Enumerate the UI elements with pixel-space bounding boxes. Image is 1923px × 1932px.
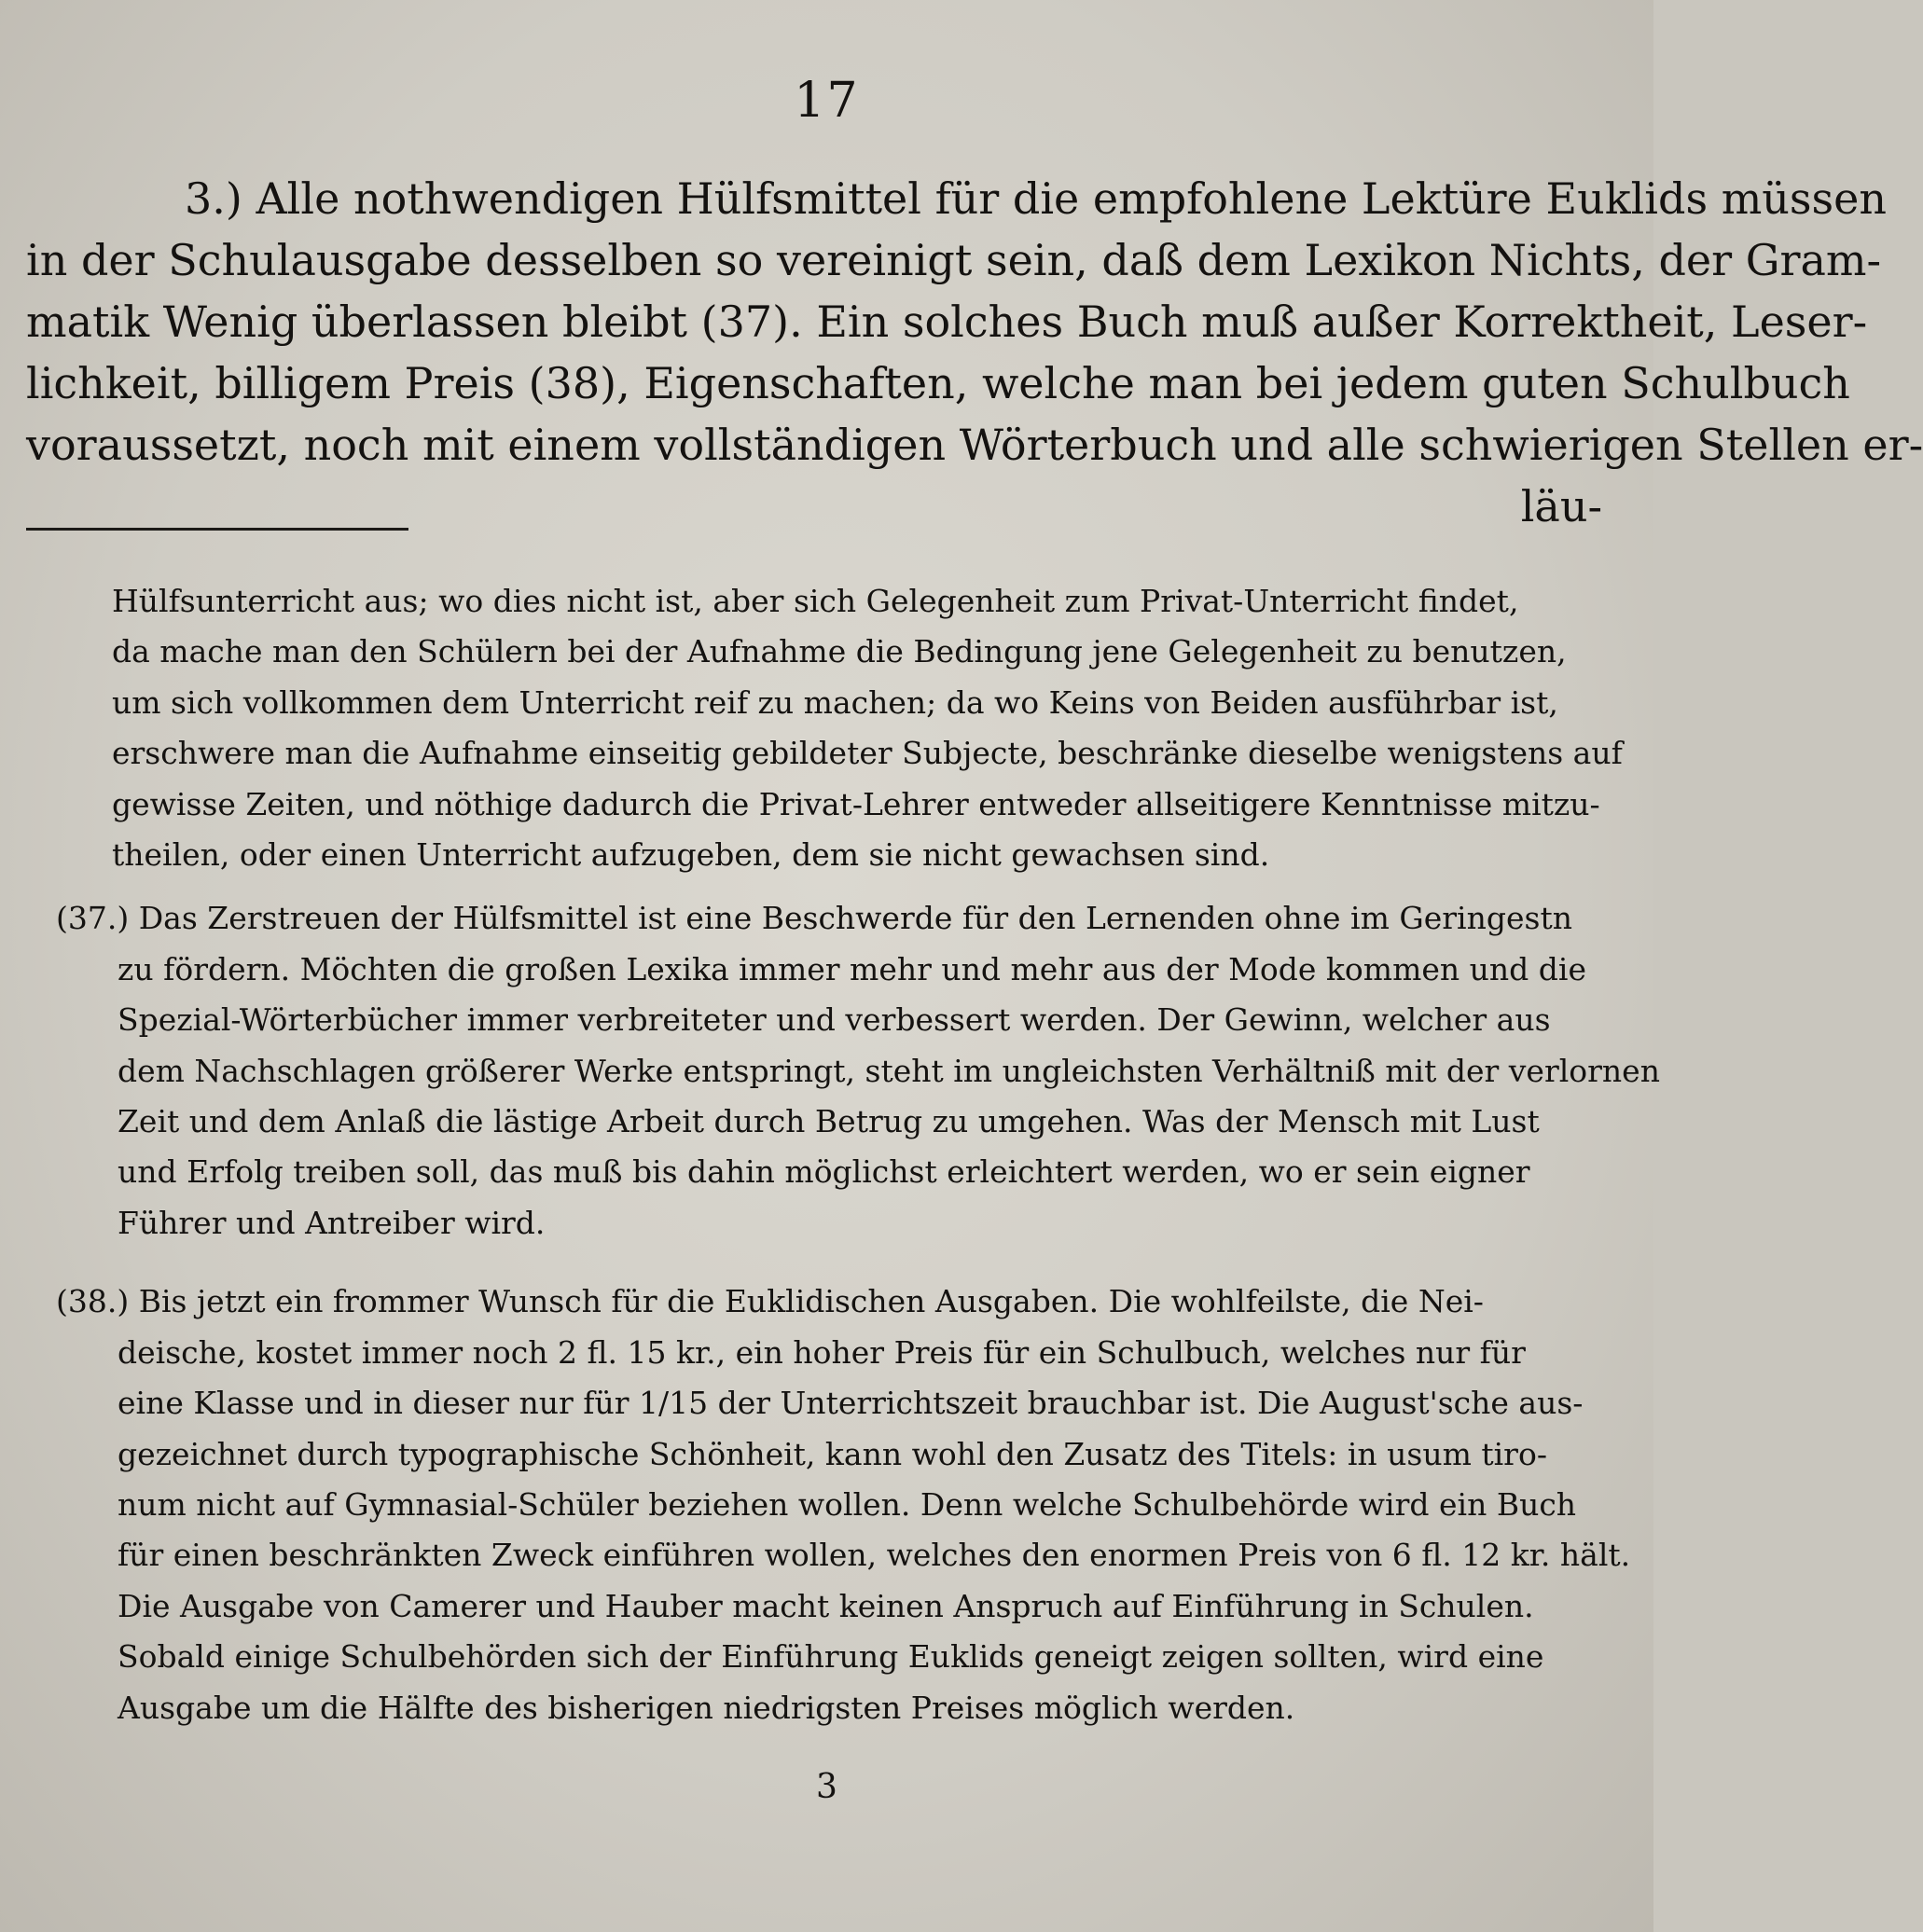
footnote-line: Spezial-Wörterbücher immer verbreiteter und verbessert werden. Der Gewinn, welcher aus (118, 1001, 1551, 1039)
footnote-line: deische, kostet immer noch 2 fl. 15 kr., ein hoher Preis für ein Schulbuch, welches nur für (118, 1333, 1526, 1371)
footnote-line: eine Klasse und in dieser nur für 1/15 der Unterrichtszeit brauchbar ist. Die August'sche aus- (118, 1385, 1584, 1422)
footnote-line: da mache man den Schülern bei der Aufnahme die Bedingung jene Gelegenheit zu benutzen, (112, 633, 1567, 670)
main-line: in der Schulausgabe desselben so vereinigt sein, daß dem Lexikon Nichts, der Gram- (26, 235, 1882, 285)
main-paragraph (26, 168, 1923, 537)
footnote-line: (38.) Bis jetzt ein frommer Wunsch für die Euklidischen Ausgaben. Die wohlfeilste, die Nei- (56, 1283, 1484, 1320)
page-number: 17 (794, 73, 860, 129)
footnote-line: für einen beschränkten Zweck einführen wollen, welches den enormen Preis von 6 fl. 12 kr. hält. (118, 1537, 1631, 1574)
main-line: voraussetzt, noch mit einem vollständigen Wörterbuch und alle schwierigen Stellen er- (26, 420, 1923, 470)
main-line: lichkeit, billigem Preis (38), Eigenschaften, welche man bei jedem guten Schulbuch (26, 358, 1850, 408)
footnote-line: gezeichnet durch typographische Schönheit, kann wohl den Zusatz des Titels: in usum tiro- (118, 1435, 1547, 1472)
footnote-line: und Erfolg treiben soll, das muß bis dahin möglichst erleichtert werden, wo er sein eigner (118, 1153, 1530, 1191)
signature-mark: 3 (816, 1768, 837, 1806)
footnote-line: num nicht auf Gymnasial-Schüler beziehen wollen. Denn welche Schulbehörde wird ein Buch (118, 1485, 1577, 1523)
catchword: läu- (1520, 481, 1602, 531)
footnote-line: Sobald einige Schulbehörden sich der Einführung Euklids geneigt zeigen sollten, wird eine (118, 1638, 1544, 1676)
footnote-line: (37.) Das Zerstreuen der Hülfsmittel ist eine Beschwerde für den Lernenden ohne im Geringestn (56, 900, 1572, 937)
footnote-line: Zeit und dem Anlaß die lästige Arbeit durch Betrug zu umgehen. Was der Mensch mit Lust (118, 1103, 1540, 1140)
main-line: matik Wenig überlassen bleibt (37). Ein solches Buch muß außer Korrektheit, Leser- (26, 297, 1868, 347)
footnote-line: dem Nachschlagen größerer Werke entspringt, steht im ungleichsten Verhältniß mit der verlornen (118, 1052, 1660, 1089)
footnote-separator-rule (26, 528, 408, 531)
footnote-line: gewisse Zeiten, und nöthige dadurch die Privat-Lehrer entweder allseitigere Kenntnisse mitzu- (112, 785, 1600, 822)
footnote-continuation (56, 576, 1623, 880)
main-line: 3.) Alle nothwendigen Hülfsmittel für die empfohlene Lektüre Euklids müssen (185, 173, 1887, 224)
footnotes-section (56, 576, 1660, 1733)
footnote-line: Die Ausgabe von Camerer und Hauber macht keinen Anspruch auf Einführung in Schulen. (118, 1587, 1534, 1624)
footnote-line: Führer und Antreiber wird. (118, 1204, 546, 1241)
footnote-line: um sich vollkommen dem Unterricht reif zu machen; da wo Keins von Beiden ausführbar ist, (112, 683, 1558, 721)
footnote-38 (56, 1276, 1631, 1733)
footnote-line: theilen, oder einen Unterricht aufzugeben, dem sie nicht gewachsen sind. (112, 836, 1270, 874)
footnote-line: Hülfsunterricht aus; wo dies nicht ist, aber sich Gelegenheit zum Privat-Unterricht findet, (112, 583, 1519, 619)
footnote-line: erschwere man die Aufnahme einseitig gebildeter Subjecte, beschränke dieselbe wenigstens auf (112, 735, 1623, 772)
footnote-line: Ausgabe um die Hälfte des bisherigen niedrigsten Preises möglich werden. (118, 1689, 1295, 1726)
footnote-37 (56, 893, 1660, 1249)
footnote-line: zu fördern. Möchten die großen Lexika immer mehr und mehr aus der Mode kommen und die (118, 950, 1586, 987)
